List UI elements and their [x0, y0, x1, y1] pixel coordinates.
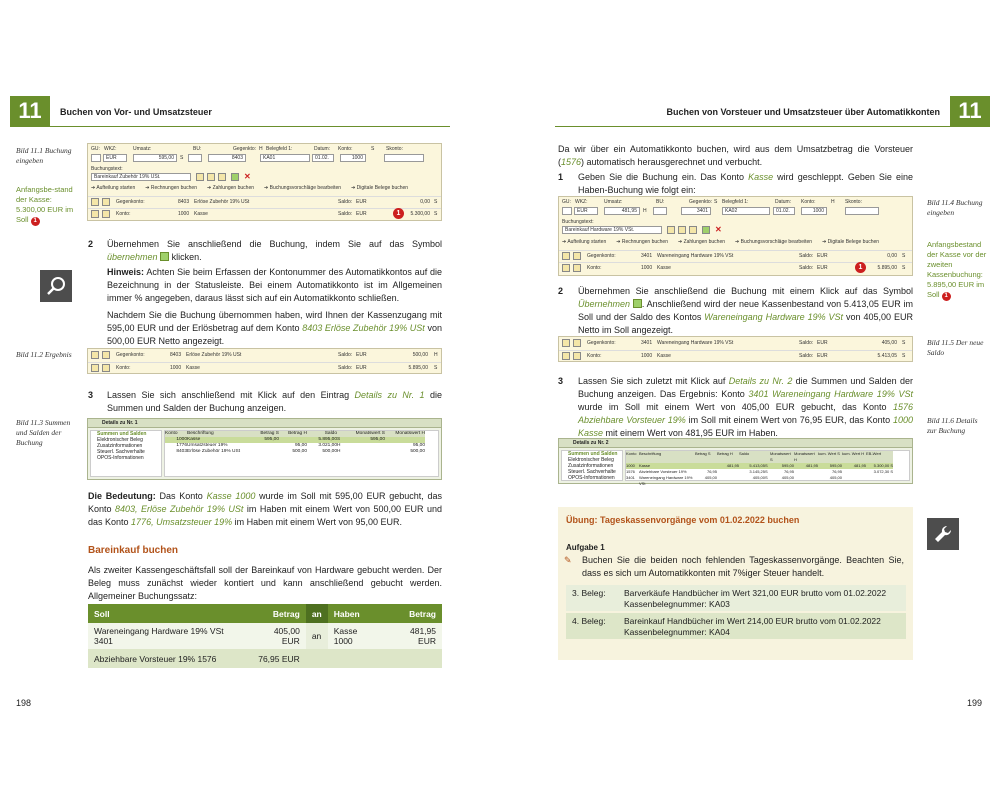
umsatz-sh: S	[180, 155, 184, 161]
bu-field[interactable]	[653, 207, 667, 215]
wkz-select[interactable]: EUR	[574, 207, 598, 215]
gu-label: GU:	[91, 146, 100, 152]
toolbar-item[interactable]: ➔ Buchungsvorschläge bearbeiten	[264, 185, 342, 191]
umsatz-field[interactable]: 595,00	[133, 154, 177, 162]
meaning-paragraph: Die Bedeutung: Das Konto Kasse 1000 wurde im Soll mit 595,00 EUR gebucht, das Konto 8403, Erlöse Zubehör 19% USt im Haben mit einem Wert von 500,00 EUR und das Konto 1776, Umsatzsteuer 19% im Haben mit einem Wert von 95,00 EUR.	[88, 491, 442, 527]
details-panel-2	[558, 438, 913, 484]
running-head-right: Buchen von Vorsteuer und Umsatzsteuer über Automatikkonten	[666, 107, 940, 117]
accept-check-icon[interactable]	[702, 226, 710, 234]
fig5-caption: Bild 11.5 Der neue Saldo	[927, 338, 984, 357]
account-row-konto: Konto: 1000 Kasse Saldo: EUR 1 5.895,00 S	[559, 262, 912, 273]
list-item: 4. Beleg: Bareinkauf Handbücher im Wert 214,00 EUR brutto vom 01.02.2022 Kassenbelegnummer: KA04	[566, 613, 906, 639]
wrench-icon	[927, 518, 959, 550]
row-icon[interactable]	[91, 364, 99, 372]
belegfeld-label: Belegfeld 1:	[266, 146, 293, 152]
bu-label: BU:	[656, 199, 665, 205]
step2-number: 2	[88, 239, 94, 249]
details-grid: Konto Beschriftung Betrag S Betrag H Saldo Monatswert S Monatswert H 1000 Kasse 595,00 5.895,00 S 595,00 1776 Umsatzsteuer 19% 95,00 3.021,00 H 95,00 8403 Erlöse Zubehör 19% USt 500,00 500,00 H 500,00	[164, 430, 439, 477]
details-panel-1	[87, 418, 442, 480]
fig4-note	[927, 240, 989, 301]
buchungstext-field[interactable]: Bareinkauf Zubehör 19% USt.	[91, 173, 191, 181]
nav-item[interactable]: OPOS-Informationen	[97, 455, 144, 461]
account-row-gegenkonto: Gegenkonto: 8403 Erlöse Zubehör 19% USt Saldo: EUR 500,00 H	[88, 350, 441, 361]
nav-item[interactable]: Zusatzinformationen	[97, 443, 143, 449]
booking-toolbar	[91, 185, 438, 193]
buchungstext-label: Buchungstext:	[91, 166, 123, 172]
wkz-select[interactable]: EUR	[103, 154, 127, 162]
table-row: Abziehbare Vorsteuer 19% 1576 76,95 EUR	[88, 649, 442, 668]
skonto-field[interactable]	[384, 154, 424, 162]
toolbar-icon-3[interactable]	[218, 173, 226, 181]
belegfeld-field[interactable]: KA02	[722, 207, 770, 215]
row-icon[interactable]	[573, 339, 581, 347]
booking-table: Soll Betrag an Haben Betrag Wareneingang Hardware 19% VSt 3401 405,00 EUR an Kasse 1000 481,95 EUR Abziehbare Vorsteuer 19% 1576 76,95 EUR	[88, 604, 442, 668]
nav-item[interactable]: Zusatzinformationen	[568, 463, 614, 469]
r-step3-text: Lassen Sie sich zuletzt mit Klick auf Details zu Nr. 2 die Summen und Salden der Buchung anzeigen. Das Ergebnis: Konto 3401 Wareneingang Hardware 19% VSt wurde im Soll mit einem Wert von 405,00 EUR gebucht, das Konto 1576 Abziehbare Vorsteuer 19% im Soll mit einem Wert von 76,95 EUR, das Konto 1000 Kasse mit einem Wert von 481,95 EUR im Haben.	[578, 376, 913, 438]
callout-badge: 1	[393, 208, 404, 219]
row-icon[interactable]	[91, 198, 99, 206]
h-label: H	[831, 199, 835, 205]
skonto-field[interactable]	[845, 207, 879, 215]
konto-field[interactable]: 1000	[340, 154, 366, 162]
account-row-konto: Konto: 1000 Kasse Saldo: EUR 5.413,05 S	[559, 350, 912, 361]
toolbar-item[interactable]: ➔ Zahlungen buchen	[206, 185, 255, 191]
accept-check-icon	[633, 299, 642, 308]
step3-number: 3	[88, 390, 94, 400]
belegfeld-field[interactable]: KA01	[260, 154, 310, 162]
toolbar-icon-2[interactable]	[207, 173, 215, 181]
buchungstext-label: Buchungstext:	[562, 219, 594, 225]
nav-item[interactable]: Elektronischer Beleg	[97, 437, 143, 443]
gegenkto-field[interactable]: 8403	[208, 154, 246, 162]
s-label: S	[371, 146, 375, 152]
skonto-label: Skonto:	[845, 199, 862, 205]
fig1-caption: Bild 11.1 Buchung eingeben	[16, 146, 72, 165]
account-row-gegenkonto: Gegenkonto: 3401 Wareneingang Hardware 19% VSt Saldo: EUR 405,00 S	[559, 338, 912, 349]
row-icon[interactable]	[91, 210, 99, 218]
toolbar-item[interactable]: ➔ Digitale Belege buchen	[822, 239, 880, 245]
fig1-note-badge: 1	[31, 217, 40, 226]
r-step3-number: 3	[558, 376, 564, 386]
toolbar-icon-3[interactable]	[689, 226, 697, 234]
fig1-note-text: Anfangsbe-stand der Kasse: 5.300,00 EUR im Soll	[16, 185, 74, 224]
running-head-left: Buchen von Vor- und Umsatzsteuer	[60, 107, 212, 117]
row-icon[interactable]	[573, 264, 581, 272]
row-icon[interactable]	[562, 252, 570, 260]
umsatz-sh: H	[643, 208, 647, 214]
pencil-icon: ✎	[564, 555, 572, 565]
wkz-label: WKZ:	[104, 146, 117, 152]
row-icon[interactable]	[102, 210, 110, 218]
chapter-number-left: 11	[10, 96, 50, 126]
callout-badge: 1	[855, 262, 866, 273]
skonto-label: Skonto:	[386, 146, 403, 152]
bu-field[interactable]	[188, 154, 202, 162]
exercise-title: Übung: Tageskassenvorgänge vom 01.02.2022 buchen	[566, 515, 800, 525]
nav-item[interactable]: Elektronischer Beleg	[568, 457, 614, 463]
task-title: Aufgabe 1	[566, 543, 605, 552]
exercise-table	[566, 585, 906, 639]
section-title: Bareinkauf buchen	[88, 545, 179, 556]
row-icon[interactable]	[573, 252, 581, 260]
exercise-box	[558, 507, 913, 660]
accept-check-icon	[160, 252, 169, 261]
intro-paragraph: Da wir über ein Automatikkonto buchen, wird aus dem Umsatzbetrag die Vorsteuer (1576) automatisch herausgerechnet und verbucht.	[558, 144, 913, 167]
details-nav	[90, 430, 162, 477]
table-row: Wareneingang Hardware 19% VSt 3401 405,00 EUR an Kasse 1000 481,95 EUR	[88, 623, 442, 649]
header-rule-right	[555, 126, 990, 127]
nav-item[interactable]: OPOS-Informationen	[568, 475, 615, 481]
gegenkto-label: Gegenkto:	[689, 199, 713, 205]
fig4-caption: Bild 11.4 Buchung eingeben	[927, 198, 983, 217]
step2-link: übernehmen	[107, 252, 158, 262]
accept-check-icon[interactable]	[231, 173, 239, 181]
task-text: Buchen Sie die beiden noch fehlenden Tageskassenvorgänge. Beachten Sie, dass es sich um Automatikkonten mit 7%iger Steuer handelt.	[582, 555, 904, 578]
row-icon[interactable]	[102, 364, 110, 372]
booking-entry-screenshot-2	[558, 196, 913, 276]
section-text: Als zweiter Kassengeschäftsfall soll der Bareinkauf von Hardware gebucht werden. Der Beleg muss zunächst wieder kontiert und kann anschließend gebucht werden. Allgemeiner Buchungssatz:	[88, 565, 442, 601]
fig4-note-text: Anfangsbestand der Kasse vor der zweiten Kassenbuchung: 5.895,00 EUR im Soll	[927, 240, 987, 299]
cancel-x-icon[interactable]: ✕	[715, 225, 722, 234]
datum-label: Datum:	[775, 199, 792, 205]
row-icon[interactable]	[102, 351, 110, 359]
umsatz-label: Umsatz:	[604, 199, 623, 205]
chapter-number-right: 11	[950, 96, 990, 126]
new-saldo-screenshot	[558, 336, 913, 362]
s-label: S	[714, 199, 718, 205]
wkz-label: WKZ:	[575, 199, 588, 205]
fig2-caption: Bild 11.2 Ergebnis	[16, 350, 72, 359]
step3-text: Lassen Sie sich anschließend mit Klick auf den Eintrag Details zu Nr. 1 die Summen und Salden der Buchung anzeigen.	[107, 390, 442, 413]
konto-label: Konto:	[801, 199, 816, 205]
booking-entry-screenshot-1	[87, 143, 442, 221]
datum-label: Datum:	[314, 146, 331, 152]
details-title: Details zu Nr. 1	[88, 419, 441, 428]
toolbar-item[interactable]: ➔ Digitale Belege buchen	[351, 185, 409, 191]
fig1-note	[16, 185, 76, 226]
konto-field[interactable]: 1000	[801, 207, 827, 215]
gu-field[interactable]	[91, 154, 101, 162]
bu-label: BU:	[193, 146, 202, 152]
toolbar-icon-2[interactable]	[678, 226, 686, 234]
details-nav	[561, 450, 623, 481]
gegenkto-label: Gegenkto:	[233, 146, 257, 152]
toolbar-icon-1[interactable]	[196, 173, 204, 181]
booking-toolbar	[562, 239, 909, 247]
account-row-konto: Konto: 1000 Kasse Saldo: EUR 1 5.300,00 S	[88, 208, 441, 219]
list-item: 3. Beleg: Barverkäufe Handbücher im Wert 321,00 EUR brutto vom 01.02.2022 Kassenbelegnummer: KA03	[566, 585, 906, 611]
toolbar-item[interactable]: ➔ Rechnungen buchen	[616, 239, 668, 245]
toolbar-item[interactable]: ➔ Rechnungen buchen	[145, 185, 197, 191]
gu-field[interactable]	[562, 207, 572, 215]
fig6-caption: Bild 11.6 Details zur Buchung	[927, 416, 978, 435]
account-row-gegenkonto: Gegenkonto: 8403 Erlöse Zubehör 19% USt Saldo: EUR 0,00 S	[88, 196, 441, 207]
toolbar-item[interactable]: ➔ Zahlungen buchen	[677, 239, 726, 245]
cancel-x-icon[interactable]: ✕	[244, 172, 251, 181]
fig3-caption: Bild 11.3 Summen und Salden der Buchung	[16, 418, 71, 447]
result-screenshot	[87, 348, 442, 374]
buchungstext-field[interactable]: Bareinkauf Hardware 19% VSt.	[562, 226, 662, 234]
gegenkto-field[interactable]: 3401	[681, 207, 711, 215]
account-row-gegenkonto: Gegenkonto: 3401 Wareneingang Hardware 19% VSt Saldo: EUR 0,00 S	[559, 250, 912, 261]
belegfeld-label: Belegfeld 1:	[722, 199, 749, 205]
hint-paragraph: Hinweis: Achten Sie beim Erfassen der Kontonummer des Automatikkontos auf die Bezeichnung in der Statusleiste. Bei einem Automatikkonto ist im Allgemeinen immer % angegeben, daraus lässt sich auf ein Automatikkonto schließen.	[107, 267, 442, 303]
row-icon[interactable]	[562, 339, 570, 347]
page-number-left: 198	[16, 698, 32, 708]
nav-item[interactable]: Steuerl. Sachverhalte	[97, 449, 145, 455]
para2: Nachdem Sie die Buchung übernommen haben, wird Ihnen der Kassenzugang mit 595,00 EUR und der Erlösbetrag auf dem Konto 8403 Erlöse Zubehör 19% USt von 500,00 EUR Netto angezeigt.	[107, 310, 442, 346]
umsatz-field[interactable]: 481,95	[604, 207, 640, 215]
toolbar-item[interactable]: ➔ Buchungsvorschläge bearbeiten	[735, 239, 813, 245]
row-icon[interactable]	[91, 351, 99, 359]
account-row-konto: Konto: 1000 Kasse Saldo: EUR 5.895,00 S	[88, 362, 441, 373]
r-step1-text: Geben Sie die Buchung ein. Das Konto Kasse wird geschleppt. Geben Sie eine Haben-Buchung wie folgt ein:	[578, 172, 913, 195]
row-icon[interactable]	[562, 264, 570, 272]
toolbar-item[interactable]: ➔ Aufteilung starten	[91, 185, 136, 191]
row-icon[interactable]	[102, 198, 110, 206]
r-step2-number: 2	[558, 286, 564, 296]
details-title: Details zu Nr. 2	[559, 439, 912, 448]
gu-label: GU:	[562, 199, 571, 205]
r-step1-number: 1	[558, 172, 564, 182]
r-step2-text: Übernehmen Sie anschließend die Buchung mit einem Klick auf das Symbol Übernehmen . Anschließend wird der neue Kassenbestand von 5.413,05 EUR im Soll und der Saldo des Kontos Wareneingang Hardware 19% VSt von 405,00 EUR Netto im Soll angezeigt.	[578, 286, 913, 335]
umsatz-label: Umsatz:	[133, 146, 152, 152]
fig4-note-badge: 1	[942, 292, 951, 301]
nav-item[interactable]: Steuerl. Sachverhalte	[568, 469, 616, 475]
konto-label: Konto:	[338, 146, 353, 152]
row-icon[interactable]	[573, 352, 581, 360]
datum-field[interactable]: 01.02.	[312, 154, 334, 162]
step2-text: Übernehmen Sie anschließend die Buchung, indem Sie auf das Symbol übernehmen klicken.	[107, 239, 442, 262]
toolbar-icon-1[interactable]	[667, 226, 675, 234]
header-rule-left	[10, 126, 450, 127]
nav-item[interactable]: Summen und Salden	[568, 451, 618, 457]
datum-field[interactable]: 01.02.	[773, 207, 795, 215]
row-icon[interactable]	[562, 352, 570, 360]
magnifier-icon	[40, 270, 72, 302]
toolbar-item[interactable]: ➔ Aufteilung starten	[562, 239, 607, 245]
details-grid: Konto Beschriftung Betrag S Betrag H Saldo Monatswert S Monatswert H kum. Wert S kum. Wert H EB-Wert 1000 Kasse 481,95 5.413,05 S 595,00 481,95 595,00 481,95 5.300,00 S 1576 Abziehbare Vorsteuer 19% 76,95 3.145,25 S 76,95 76,95 3.072,30 S 3401 Wareneingang Hardware 19% VSt 405,00 405,00 S 405,00 405,00	[625, 450, 910, 481]
page-number-right: 199	[967, 698, 983, 708]
nav-item[interactable]: Summen und Salden	[97, 431, 147, 437]
h-label: H	[259, 146, 263, 152]
